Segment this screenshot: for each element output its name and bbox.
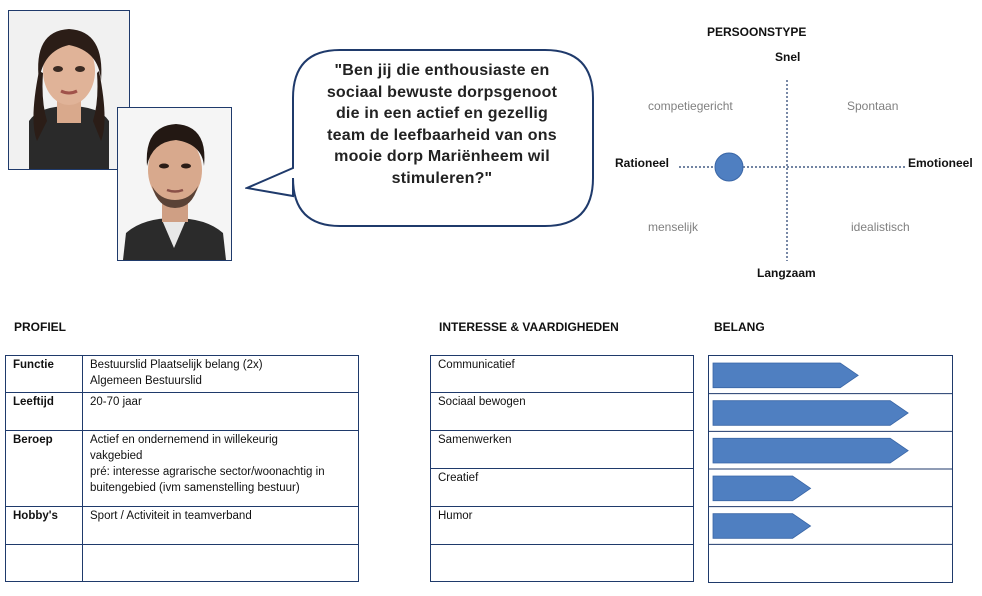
- belang-arrow: [713, 476, 811, 501]
- belang-title: BELANG: [714, 320, 765, 334]
- quadrant-top-left: competiegericht: [648, 99, 733, 113]
- table-row: [431, 431, 694, 469]
- interesse-title: INTERESSE & VAARDIGHEDEN: [439, 320, 619, 334]
- quote-text: [292, 60, 592, 189]
- belang-table: [708, 355, 953, 583]
- persoonstype-marker: [715, 153, 743, 181]
- belang-arrow: [713, 363, 858, 388]
- quote-line: stimuleren?": [391, 169, 493, 187]
- profiel-key: Leeftijd: [6, 393, 83, 431]
- quadrant-top-right: Spontaan: [847, 99, 899, 113]
- interesse-item: Communicatief: [431, 356, 694, 393]
- profiel-key: [6, 545, 83, 582]
- table-row: [431, 356, 694, 393]
- profiel-line: Bestuurslid Plaatselijk belang (2x): [90, 359, 263, 371]
- persoonstype-title: PERSOONSTYPE: [707, 25, 807, 39]
- profiel-title: PROFIEL: [14, 320, 67, 334]
- interesse-item: Sociaal bewogen: [431, 393, 694, 431]
- table-row: [431, 393, 694, 431]
- table-row: [431, 469, 694, 507]
- belang-arrow: [713, 401, 908, 426]
- interesse-table: [430, 355, 694, 582]
- axis-right-label: Emotioneel: [908, 156, 973, 170]
- quote-line: "Ben jij die enthousiaste en: [334, 62, 550, 79]
- profiel-line: Actief en ondernemend in willekeurig: [90, 434, 278, 446]
- belang-arrow: [713, 438, 908, 463]
- profiel-value: [83, 431, 359, 507]
- table-row: [6, 393, 359, 431]
- profiel-line: Algemeen Bestuurslid: [90, 375, 202, 387]
- interesse-item: Humor: [431, 507, 694, 545]
- profiel-key: Functie: [6, 356, 83, 393]
- profiel-key: Beroep: [6, 431, 83, 507]
- persoonstype-axes: [675, 78, 910, 263]
- table-row: [6, 507, 359, 545]
- quote-line: mooie dorp Mariënheem wil: [334, 148, 550, 165]
- profiel-line: Sport / Activiteit in teamverband: [90, 510, 252, 522]
- table-row: [6, 431, 359, 507]
- interesse-item: Samenwerken: [431, 431, 694, 469]
- table-row: [6, 545, 359, 582]
- axis-bottom-label: Langzaam: [757, 266, 816, 280]
- quote-line: team de leefbaarheid van ons: [327, 126, 557, 144]
- profiel-line: buitengebied (ivm samenstelling bestuur): [90, 482, 300, 494]
- woman-photo: [8, 10, 130, 170]
- table-row: [431, 507, 694, 545]
- profiel-line: 20-70 jaar: [90, 396, 142, 408]
- axis-left-label: Rationeel: [615, 156, 670, 170]
- profiel-value: [83, 545, 359, 582]
- belang-bars: [709, 356, 952, 582]
- belang-arrow: [713, 514, 811, 539]
- quadrant-bottom-left: menselijk: [648, 220, 699, 234]
- axis-top-label: Snel: [775, 50, 801, 64]
- table-row: [431, 545, 694, 582]
- profiel-line: pré: interesse agrarische sector/woonachtig in: [90, 466, 325, 478]
- man-photo: [117, 107, 232, 261]
- profiel-table: [5, 355, 359, 582]
- quote-line: sociaal bewuste dorpsgenoot: [326, 83, 558, 101]
- quadrant-bottom-right: idealistisch: [851, 220, 910, 234]
- profiel-line: vakgebied: [90, 450, 143, 462]
- profiel-value: [83, 393, 359, 431]
- table-row: [6, 356, 359, 393]
- interesse-item: Creatief: [431, 469, 694, 507]
- profiel-key: Hobby's: [6, 507, 83, 545]
- interesse-item: [431, 545, 694, 582]
- profiel-value: [83, 507, 359, 545]
- profiel-value: [83, 356, 359, 393]
- quote-line: die in een actief en gezellig: [335, 105, 549, 122]
